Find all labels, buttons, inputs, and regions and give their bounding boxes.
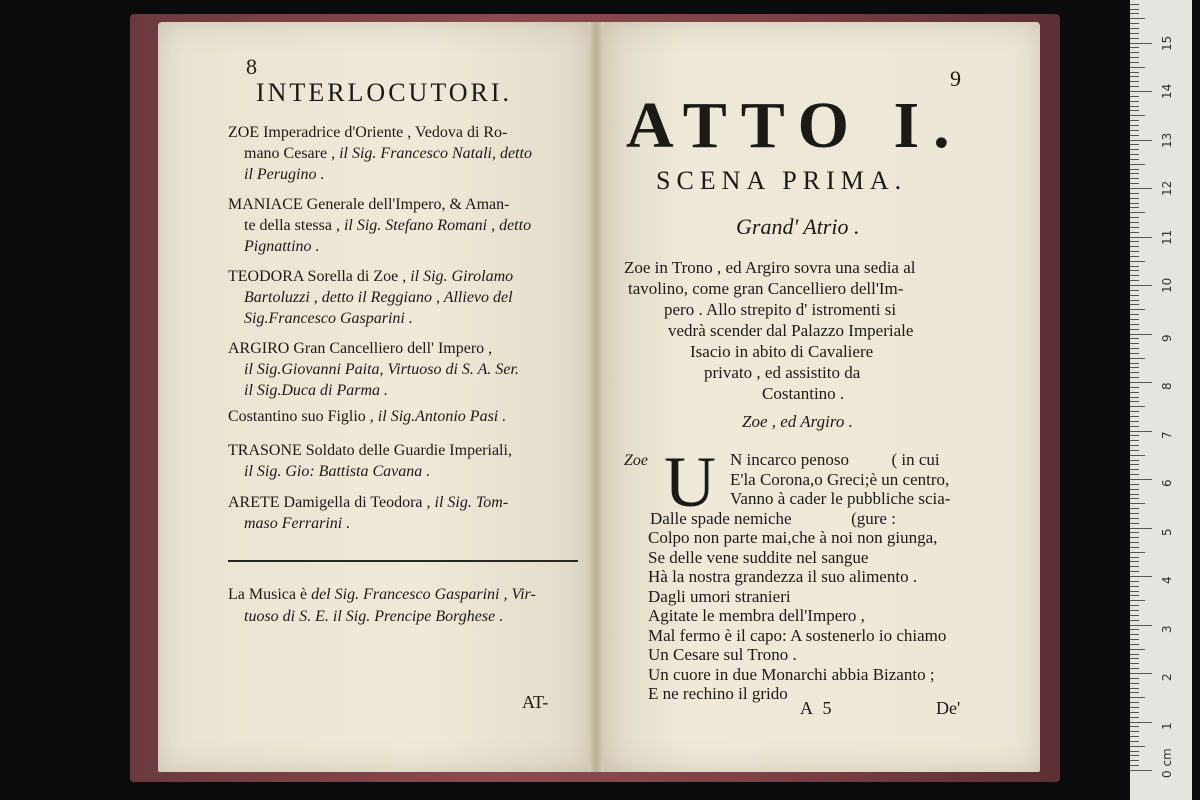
italic-text: del Sig. Francesco Gasparini , Vir-	[311, 586, 536, 603]
ruler-tick	[1130, 668, 1139, 669]
ruler-tick	[1130, 106, 1139, 107]
ruler-tick	[1130, 595, 1139, 596]
right-catchword: De'	[936, 698, 961, 718]
cast-entry-line	[228, 340, 492, 358]
ruler-tick	[1130, 649, 1145, 650]
roman-text: Costantino suo Figlio ,	[228, 408, 378, 425]
ruler-tick	[1130, 72, 1139, 73]
drop-cap: U	[664, 442, 716, 522]
interlocutori-heading: INTERLOCUTORI.	[256, 78, 513, 107]
ruler-tick	[1130, 188, 1152, 189]
ruler-label: 2	[1160, 673, 1174, 681]
roman-text: TEODORA Sorella di Zoe ,	[228, 268, 411, 285]
ruler-tick	[1130, 338, 1139, 339]
cast-entry-line	[228, 268, 513, 286]
ruler-tick	[1130, 537, 1139, 538]
ruler-tick	[1130, 363, 1139, 364]
cast-entry-line	[228, 494, 508, 512]
ruler-tick	[1130, 125, 1139, 126]
ruler-tick	[1130, 183, 1139, 184]
book-gutter	[588, 22, 604, 772]
cast-entry-line	[244, 463, 430, 481]
ruler-tick	[1130, 382, 1152, 383]
ruler-tick	[1130, 736, 1139, 737]
stage-direction-line: Zoe in Trono , ed Argiro sovra una sedia al	[624, 258, 916, 277]
ruler-tick	[1130, 731, 1139, 732]
ruler-tick	[1130, 227, 1139, 228]
ruler-tick	[1130, 140, 1152, 141]
ruler-tick	[1130, 494, 1139, 495]
ruler-tick	[1130, 557, 1139, 558]
ruler-tick	[1130, 746, 1145, 747]
ruler-tick	[1130, 629, 1139, 630]
cast-entry-line	[228, 442, 512, 460]
ruler-tick	[1130, 755, 1139, 756]
verse-line: N incarco penoso ( in cui	[730, 450, 940, 469]
ruler-tick	[1130, 702, 1139, 703]
ruler-tick	[1130, 639, 1139, 640]
ruler-tick	[1130, 343, 1139, 344]
ruler-tick	[1130, 523, 1139, 524]
stage-direction-line: pero . Allo strepito d' istromenti si	[664, 300, 897, 319]
ruler-tick	[1130, 469, 1139, 470]
verse-line: E ne rechino il grido	[648, 684, 788, 703]
ruler-tick	[1130, 9, 1139, 10]
ruler-tick	[1130, 717, 1139, 718]
ruler-tick	[1130, 610, 1139, 611]
ruler-tick	[1130, 212, 1145, 213]
ruler-label: 13	[1160, 132, 1174, 148]
italic-text: il Sig. Francesco Natali, detto	[339, 145, 532, 162]
ruler-tick	[1130, 625, 1152, 626]
ruler-tick	[1130, 547, 1139, 548]
ruler-tick	[1130, 518, 1139, 519]
ruler-tick	[1130, 712, 1139, 713]
ruler-tick	[1130, 464, 1139, 465]
ruler-tick	[1130, 406, 1145, 407]
cast-entry-line	[244, 238, 320, 256]
ruler-tick	[1130, 241, 1139, 242]
ruler-tick	[1130, 334, 1152, 335]
roman-text: TRASONE Soldato delle Guardie Imperiali,	[228, 442, 512, 459]
ruler-tick	[1130, 387, 1139, 388]
ruler-tick	[1130, 91, 1152, 92]
ruler-tick	[1130, 275, 1139, 276]
italic-text: il Sig. Gio: Battista Cavana .	[244, 463, 431, 480]
verse-line: Un Cesare sul Trono .	[648, 645, 797, 664]
ruler-tick	[1130, 38, 1139, 39]
ruler-tick	[1130, 513, 1139, 514]
ruler-label: 8	[1160, 382, 1174, 390]
italic-text: Pignattino .	[244, 238, 320, 255]
ruler-tick	[1130, 57, 1139, 58]
italic-text: il Sig. Stefano Romani , detto	[343, 217, 532, 234]
ruler-tick	[1130, 377, 1139, 378]
ruler-label: 12	[1160, 180, 1174, 196]
ruler-tick	[1130, 246, 1139, 247]
ruler-tick	[1130, 431, 1152, 432]
divider-rule	[228, 560, 578, 562]
stage-direction-line: Isacio in abito di Cavaliere	[690, 342, 874, 361]
ruler-tick	[1130, 440, 1139, 441]
ruler-tick	[1130, 159, 1139, 160]
ruler-tick	[1130, 47, 1139, 48]
ruler-tick	[1130, 135, 1139, 136]
ruler-tick	[1130, 683, 1139, 684]
ruler-tick	[1130, 164, 1145, 165]
ruler-tick	[1130, 397, 1139, 398]
ruler-tick	[1130, 86, 1139, 87]
ruler-tick	[1130, 96, 1139, 97]
verse-line: Un cuore in due Monarchi abbia Bizanto ;	[648, 664, 935, 684]
roman-text: MANIACE Generale dell'Impero, & Aman-	[228, 196, 510, 213]
ruler-tick	[1130, 697, 1145, 698]
ruler-tick	[1130, 251, 1139, 252]
ruler-tick	[1130, 144, 1139, 145]
ruler-tick	[1130, 81, 1139, 82]
ruler-tick	[1130, 426, 1139, 427]
ruler-tick	[1130, 663, 1139, 664]
ruler-tick	[1130, 542, 1139, 543]
verse-line: Colpo non parte mai,che à noi non giunga,	[648, 528, 938, 547]
ruler-tick	[1130, 314, 1139, 315]
ruler-tick	[1130, 591, 1139, 592]
left-page-number: 8	[246, 54, 257, 79]
roman-text: te della stessa ,	[244, 217, 344, 234]
ruler-tick	[1130, 508, 1139, 509]
ruler-tick	[1130, 52, 1139, 53]
ruler-tick	[1130, 76, 1139, 77]
ruler-tick	[1130, 266, 1139, 267]
ruler-label: 15	[1160, 35, 1174, 51]
speaker-name: Zoe	[624, 452, 648, 469]
stage-direction-line: vedrà scender dal Palazzo Imperiale	[668, 321, 914, 340]
ruler-tick	[1130, 741, 1139, 742]
ruler-label: 0 cm	[1160, 748, 1174, 778]
ruler-label: 6	[1160, 479, 1174, 487]
cast-entry-line	[228, 408, 506, 426]
verse-line: Se delle vene suddite nel sangue	[648, 547, 869, 567]
ruler-tick	[1130, 43, 1152, 44]
ruler-tick	[1130, 411, 1139, 412]
ruler-tick	[1130, 571, 1139, 572]
ruler-tick	[1130, 658, 1139, 659]
italic-text: il Perugino .	[244, 166, 325, 183]
ruler-label: 9	[1160, 333, 1174, 342]
ruler-tick	[1130, 489, 1139, 490]
ruler-tick	[1130, 620, 1139, 621]
ruler-tick	[1130, 688, 1139, 689]
ruler-tick	[1130, 13, 1139, 14]
italic-text: il Sig.Giovanni Paita, Virtuoso di S. A. Ser.	[244, 361, 519, 378]
ruler-tick	[1130, 654, 1139, 655]
ruler-tick	[1130, 600, 1145, 601]
ruler-tick	[1130, 232, 1139, 233]
ruler-tick	[1130, 484, 1139, 485]
ruler-tick	[1130, 295, 1139, 296]
ruler-tick	[1130, 173, 1139, 174]
ruler-tick	[1130, 309, 1145, 310]
ruler-tick	[1130, 367, 1139, 368]
ruler-tick	[1130, 217, 1139, 218]
ruler-tick	[1130, 421, 1139, 422]
cast-entry-line	[244, 382, 388, 400]
italic-text: il Sig.Antonio Pasi .	[377, 408, 507, 425]
ruler-tick	[1130, 149, 1139, 150]
ruler-label: 5	[1160, 527, 1174, 536]
right-page-number: 9	[950, 66, 961, 91]
ruler-label: 7	[1160, 430, 1174, 439]
ruler-tick	[1130, 300, 1139, 301]
cast-entry-line	[244, 145, 532, 163]
ruler-label: 4	[1160, 576, 1174, 584]
ruler-label: 14	[1160, 83, 1174, 99]
cast-entry-line	[244, 166, 324, 184]
ruler-tick	[1130, 460, 1139, 461]
ruler-tick	[1130, 348, 1139, 349]
italic-text: maso Ferrarini .	[244, 515, 351, 532]
ruler-tick	[1130, 586, 1139, 587]
ruler-tick	[1130, 329, 1139, 330]
act-title: ATTO I.	[626, 89, 964, 162]
verse-line: Vanno à cader le pubbliche scia-	[730, 489, 951, 508]
verse-line: Mal fermo è il capo: A sostenerlo io chiamo	[648, 625, 947, 645]
ruler-tick	[1130, 503, 1145, 504]
ruler-tick	[1130, 169, 1139, 170]
ruler-tick	[1130, 498, 1139, 499]
ruler-tick	[1130, 290, 1139, 291]
ruler-tick	[1130, 207, 1139, 208]
ruler-tick	[1130, 435, 1139, 436]
ruler-tick	[1130, 722, 1152, 723]
ruler-tick	[1130, 130, 1139, 131]
ruler-tick	[1130, 280, 1139, 281]
ruler-tick	[1130, 532, 1139, 533]
ruler-tick	[1130, 178, 1139, 179]
ruler-tick	[1130, 392, 1139, 393]
ruler-label: 1	[1160, 721, 1174, 730]
measurement-ruler	[1130, 0, 1192, 800]
ruler-tick	[1130, 474, 1139, 475]
ruler-tick	[1130, 673, 1152, 674]
ruler-label: 3	[1160, 624, 1174, 633]
italic-text: il Sig. Tom-	[434, 494, 509, 511]
ruler-tick	[1130, 566, 1139, 567]
cast-entry-line	[244, 515, 350, 533]
ruler-tick	[1130, 110, 1139, 111]
scene-title: SCENA PRIMA.	[656, 166, 908, 195]
stage-direction-line: tavolino, come gran Cancelliero dell'Im-	[628, 279, 904, 298]
roman-text: La Musica è	[228, 586, 312, 603]
ruler-tick	[1130, 198, 1139, 199]
ruler-tick	[1130, 203, 1139, 204]
ruler-label: 11	[1160, 229, 1174, 245]
italic-text: tuoso di S. E. il Sig. Prencipe Borghese .	[244, 608, 504, 625]
ruler-tick	[1130, 62, 1139, 63]
ruler-tick	[1130, 28, 1139, 29]
verse-line: Hà la nostra grandezza il suo alimento .	[648, 567, 918, 586]
ruler-tick	[1130, 222, 1139, 223]
ruler-tick	[1130, 67, 1145, 68]
ruler-tick	[1130, 707, 1139, 708]
ruler-tick	[1130, 615, 1139, 616]
verse-line: Dalle spade nemiche (gure :	[650, 508, 896, 528]
stage-direction-line: Costantino .	[762, 384, 845, 403]
ruler-tick	[1130, 765, 1139, 766]
ruler-tick	[1130, 270, 1139, 271]
ruler-tick	[1130, 726, 1139, 727]
stage-direction-line: privato , ed assistito da	[704, 363, 861, 382]
ruler-tick	[1130, 319, 1139, 320]
roman-text: ARETE Damigella di Teodora ,	[228, 494, 435, 511]
italic-text: il Sig.Duca di Parma .	[244, 382, 388, 399]
roman-text: mano Cesare ,	[244, 145, 340, 162]
setting-heading: Grand' Atrio .	[736, 214, 860, 239]
ruler-tick	[1130, 445, 1139, 446]
ruler-tick	[1130, 193, 1139, 194]
italic-text: il Sig. Girolamo	[410, 268, 514, 285]
music-credit-line	[228, 586, 536, 604]
ruler-tick	[1130, 692, 1139, 693]
ruler-tick	[1130, 372, 1139, 373]
signature-mark: A 5	[800, 698, 835, 718]
ruler-tick	[1130, 154, 1139, 155]
cast-entry-line	[228, 196, 509, 214]
ruler-tick	[1130, 634, 1139, 635]
left-catchword: AT-	[522, 692, 549, 712]
ruler-tick	[1130, 561, 1139, 562]
ruler-tick	[1130, 605, 1139, 606]
verse-line: Agitate le membra dell'Impero ,	[648, 606, 865, 625]
characters-present: Zoe , ed Argiro .	[742, 412, 853, 431]
ruler-tick	[1130, 324, 1139, 325]
ruler-tick	[1130, 23, 1139, 24]
music-credit-line	[244, 608, 503, 626]
cast-entry-line	[244, 217, 531, 235]
roman-text: ZOE Imperadrice d'Oriente , Vedova di Ro-	[228, 124, 508, 141]
ruler-tick	[1130, 552, 1145, 553]
ruler-tick	[1130, 770, 1152, 771]
ruler-tick	[1130, 353, 1139, 354]
ruler-tick	[1130, 358, 1145, 359]
ruler-tick	[1130, 261, 1145, 262]
ruler-tick	[1130, 455, 1145, 456]
ruler-tick	[1130, 256, 1139, 257]
ruler-tick	[1130, 18, 1145, 19]
ruler-tick	[1130, 528, 1152, 529]
verse-line: Dagli umori stranieri	[648, 586, 791, 606]
ruler-tick	[1130, 33, 1139, 34]
cast-entry-line	[244, 289, 513, 307]
cast-entry-line	[244, 361, 519, 379]
ruler-tick	[1130, 285, 1152, 286]
roman-text: ARGIRO Gran Cancelliero dell' Impero ,	[228, 340, 493, 357]
ruler-tick	[1130, 401, 1139, 402]
ruler-tick	[1130, 479, 1152, 480]
verse-line: E'la Corona,o Greci;è un centro,	[730, 469, 950, 489]
cast-entry-line	[244, 310, 413, 328]
ruler-tick	[1130, 120, 1139, 121]
cast-entry-line	[228, 124, 507, 142]
ruler-tick	[1130, 115, 1145, 116]
italic-text: Sig.Francesco Gasparini .	[244, 310, 413, 327]
ruler-tick	[1130, 416, 1139, 417]
ruler-tick	[1130, 644, 1139, 645]
ruler-tick	[1130, 101, 1139, 102]
ruler-tick	[1130, 237, 1152, 238]
ruler-label: 10	[1160, 277, 1174, 293]
ruler-tick	[1130, 751, 1139, 752]
ruler-tick	[1130, 581, 1139, 582]
ruler-tick	[1130, 576, 1152, 577]
ruler-tick	[1130, 4, 1139, 5]
ruler-tick	[1130, 304, 1139, 305]
ruler-tick	[1130, 678, 1139, 679]
ruler-tick	[1130, 450, 1139, 451]
ruler-tick	[1130, 760, 1139, 761]
italic-text: Bartoluzzi , detto il Reggiano , Allievo del	[244, 289, 513, 306]
